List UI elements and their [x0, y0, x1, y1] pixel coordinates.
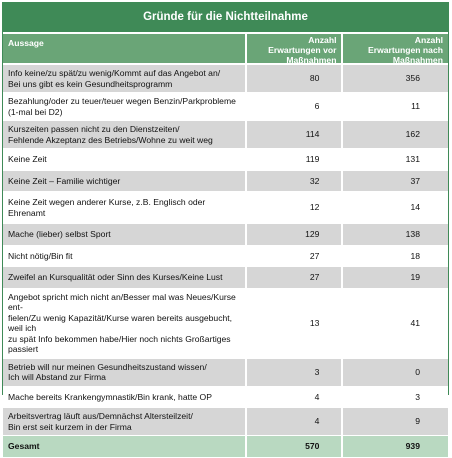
- table-row: [3, 267, 448, 289]
- row-value-vor: 32: [247, 171, 342, 192]
- row-value-nach: 138: [343, 224, 448, 245]
- table-row: [3, 93, 448, 121]
- table-row: [3, 359, 448, 387]
- total-label: Gesamt: [3, 436, 245, 457]
- row-value-nach: 131: [343, 149, 448, 170]
- row-label-line: Arbeitsvertrag läuft aus/Demnächst Altersteilzeit/: [8, 411, 193, 421]
- row-value-vor: 80: [247, 65, 342, 92]
- row-label: [3, 359, 245, 386]
- row-value-nach: 37: [343, 171, 448, 192]
- row-label-line: Info keine/zu spät/zu wenig/Kommt auf das Angebot an/: [8, 68, 221, 78]
- header-vor-line3: Maßnahmen: [286, 54, 337, 65]
- row-value-vor: 27: [247, 246, 342, 267]
- table-row: [3, 121, 448, 149]
- table-frame: [2, 2, 449, 451]
- row-label-line: Ich will Abstand zur Firma: [8, 372, 106, 382]
- row-label-line: Mache bereits Krankengymnastik/Bin krank, hatte OP: [8, 391, 212, 402]
- row-label-line: Zweifel an Kursqualität oder Sinn des Kurses/Keine Lust: [8, 272, 223, 282]
- row-label: [3, 171, 245, 192]
- table-body: [3, 65, 448, 436]
- table-total-row: [3, 436, 448, 458]
- row-value-nach: 11: [343, 93, 448, 120]
- row-label-line: Bei uns gibt es kein Gesundheitsprogramm: [8, 78, 173, 89]
- row-label: [3, 93, 245, 120]
- row-value-nach: 0: [343, 359, 448, 386]
- row-label-line: Angebot spricht mich nicht an/Besser mal was Neues/Kurse ent-: [8, 291, 236, 312]
- header-aussage: Aussage: [8, 38, 44, 48]
- table-row: [3, 246, 448, 268]
- row-value-vor: 13: [247, 289, 342, 358]
- table-row: [3, 171, 448, 193]
- row-label: [3, 121, 245, 148]
- row-value-vor: 129: [247, 224, 342, 245]
- row-label: [3, 408, 245, 435]
- row-label-line: zu spät Info bekommen habe/Hier noch nichts Großartiges passiert: [8, 333, 231, 354]
- header-nach-line3: Maßnahmen: [392, 54, 443, 65]
- table-row: [3, 149, 448, 171]
- row-label: [3, 246, 245, 267]
- table-row: [3, 408, 448, 436]
- header-nach: [343, 34, 448, 63]
- row-label-line: Keine Zeit: [8, 154, 47, 164]
- row-value-vor: 3: [247, 359, 342, 386]
- row-label-line: Keine Zeit – Familie wichtiger: [8, 175, 121, 186]
- table-row: [3, 289, 448, 359]
- row-label: [3, 289, 245, 358]
- row-value-vor: 12: [247, 192, 342, 223]
- table-row: [3, 192, 448, 224]
- header-vor: [247, 34, 342, 63]
- row-label: [3, 387, 245, 408]
- row-value-nach: 14: [343, 192, 448, 223]
- row-value-nach: 19: [343, 267, 448, 288]
- row-value-vor: 114: [247, 121, 342, 148]
- row-value-nach: 356: [343, 65, 448, 92]
- row-label-line: Bezahlung/oder zu teuer/teuer wegen Benzin/Parkprobleme: [8, 96, 236, 106]
- row-label-line: Betrieb will nur meinen Gesundheitszustand wissen/: [8, 361, 207, 372]
- header-vor-line2: Erwartungen vor: [268, 44, 337, 55]
- row-value-vor: 4: [247, 408, 342, 435]
- row-value-vor: 4: [247, 387, 342, 408]
- row-label: [3, 224, 245, 245]
- row-value-vor: 27: [247, 267, 342, 288]
- header-nach-line1: Anzahl: [414, 35, 443, 45]
- row-label-line: Kurszeiten passen nicht zu den Dienstzeiten/: [8, 124, 180, 134]
- row-value-nach: 18: [343, 246, 448, 267]
- row-value-nach: 162: [343, 121, 448, 148]
- table-title: Gründe für die Nichtteilnahme: [3, 3, 448, 32]
- row-value-vor: 6: [247, 93, 342, 120]
- row-value-vor: 119: [247, 149, 342, 170]
- table-row: [3, 65, 448, 93]
- row-value-nach: 41: [343, 289, 448, 358]
- row-label: [3, 65, 245, 92]
- total-vor: 570: [247, 436, 342, 457]
- row-label: [3, 267, 245, 288]
- row-label-line: fielen/Zu wenig Kapazität/Kurse waren bereits ausgebucht, weil ich: [8, 312, 233, 333]
- table-row: [3, 387, 448, 409]
- header-nach-line2: Erwartungen nach: [368, 44, 443, 55]
- table-row: [3, 224, 448, 246]
- table-header-row: [3, 34, 448, 63]
- row-label-line: (1-mal bei D2): [8, 106, 63, 117]
- row-value-nach: 9: [343, 408, 448, 435]
- header-vor-line1: Anzahl: [308, 35, 337, 45]
- row-label-line: Nicht nötig/Bin fit: [8, 250, 73, 261]
- total-nach: 939: [343, 436, 448, 457]
- row-label: [3, 192, 245, 223]
- row-label-line: Mache (lieber) selbst Sport: [8, 229, 111, 239]
- row-label-line: Keine Zeit wegen anderer Kurse, z.B. Englisch oder Ehrenamt: [8, 197, 206, 218]
- row-value-nach: 3: [343, 387, 448, 408]
- row-label-line: Fehlende Akzeptanz des Betriebs/Wohne zu weit weg: [8, 134, 213, 145]
- row-label-line: Bin erst seit kurzem in der Firma: [8, 421, 132, 432]
- row-label: [3, 149, 245, 170]
